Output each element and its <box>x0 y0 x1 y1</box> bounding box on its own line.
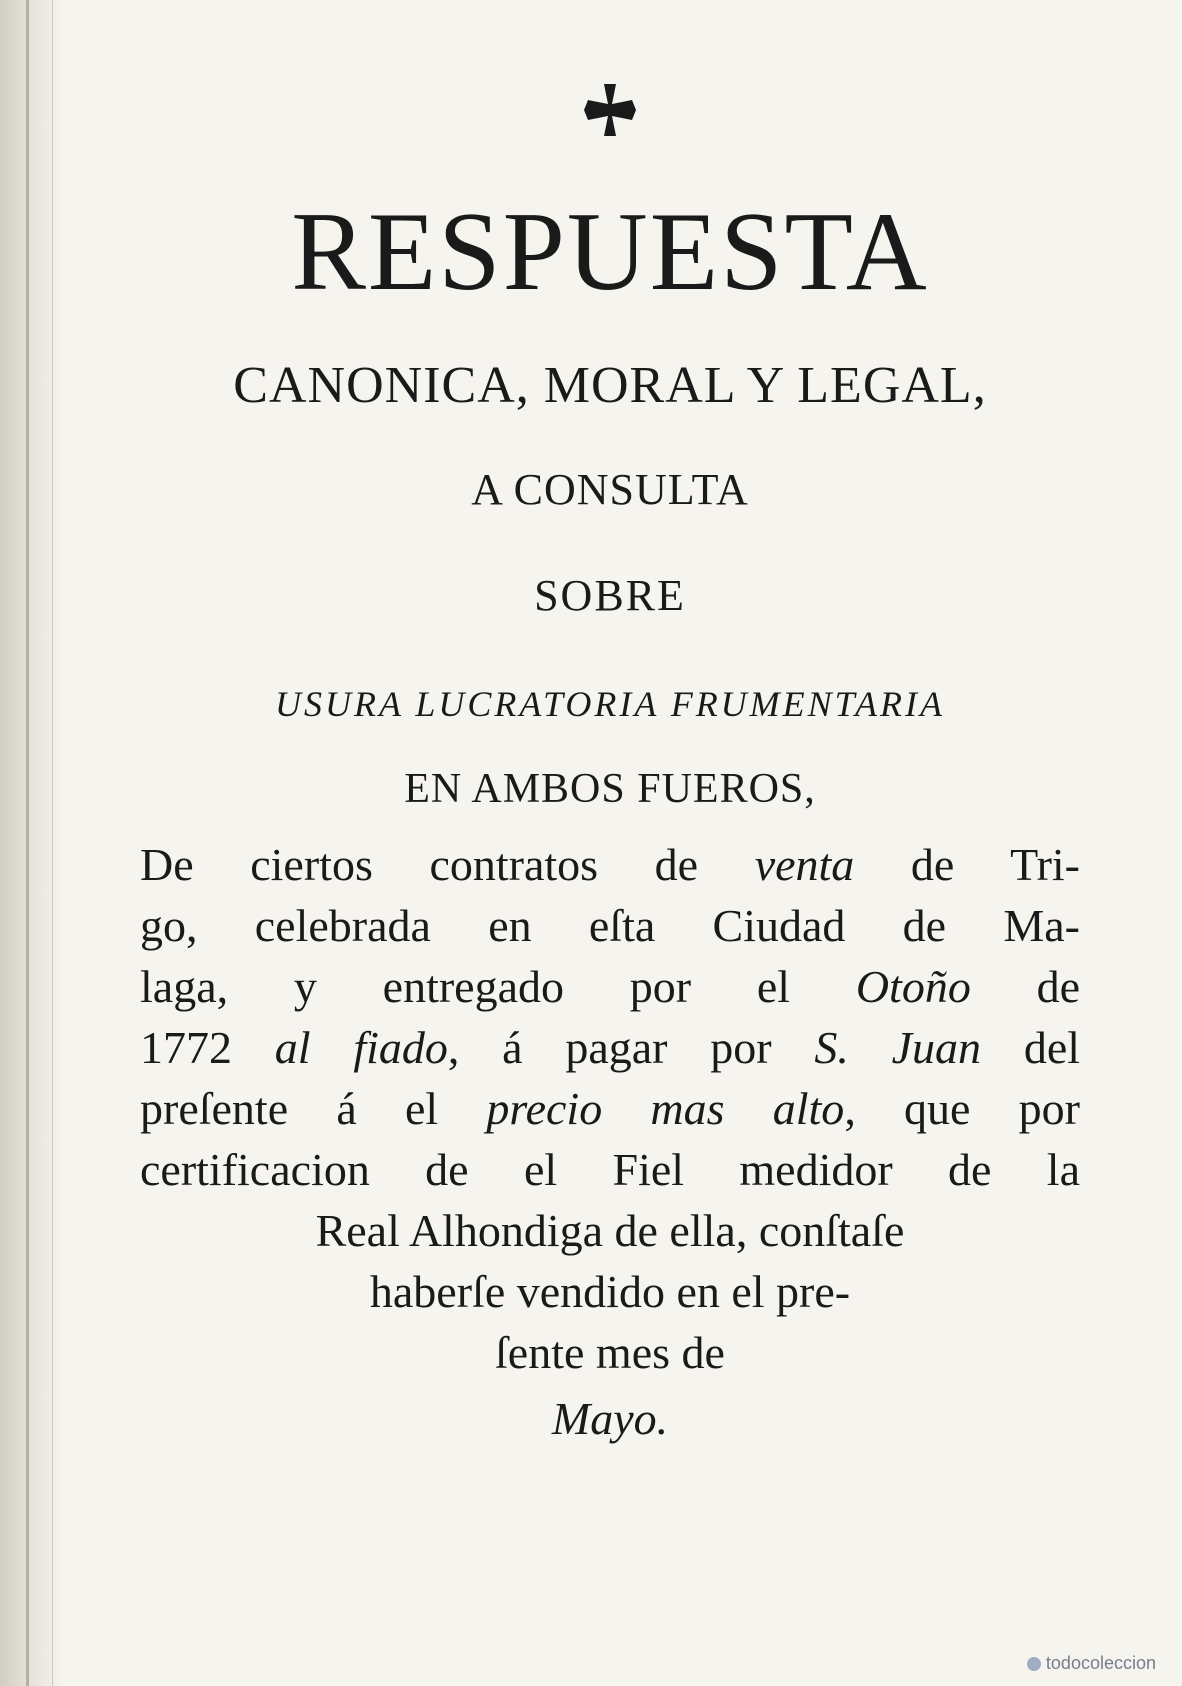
title-page-content <box>140 80 1080 1449</box>
usura-line: USURA LUCRATORIA FRUMENTARIA <box>275 684 945 724</box>
body-line-3: laga, y entregado por el Otoño de <box>140 961 1080 1012</box>
body-line-2: go, celebrada en eſta Ciudad de Ma- <box>140 900 1080 951</box>
body-line-5: preſente á el precio mas alto, que por <box>140 1083 1080 1134</box>
body-line-8: haberſe vendido en el pre- <box>369 1266 851 1317</box>
body-line-6: certificacion de el Fiel medidor de la <box>140 1144 1080 1195</box>
spine-crease <box>26 0 29 1686</box>
sobre-line: SOBRE <box>534 571 686 620</box>
mayo-line: Mayo. <box>551 1393 669 1444</box>
body-line-4: 1772 al fiado, á pagar por S. Juan del <box>140 1022 1081 1073</box>
body-line-7: Real Alhondiga de ella, conſtaſe <box>315 1205 905 1256</box>
cross-pattee-icon <box>580 80 640 140</box>
watermark-logo-icon <box>1027 1657 1041 1671</box>
subtitle: CANONICA, MORAL Y LEGAL, <box>233 357 987 414</box>
page-title: RESPUESTA <box>291 190 929 314</box>
consulta-line: A CONSULTA <box>471 465 749 514</box>
body-line-9: ſente mes de <box>495 1327 725 1378</box>
spine-crease-inner <box>52 0 53 1686</box>
body-paragraph <box>140 834 1080 1383</box>
fueros-line: EN AMBOS FUEROS, <box>404 766 816 812</box>
body-line-1: De ciertos contratos de venta de Tri- <box>140 839 1080 890</box>
watermark: todocoleccion <box>1027 1653 1156 1674</box>
